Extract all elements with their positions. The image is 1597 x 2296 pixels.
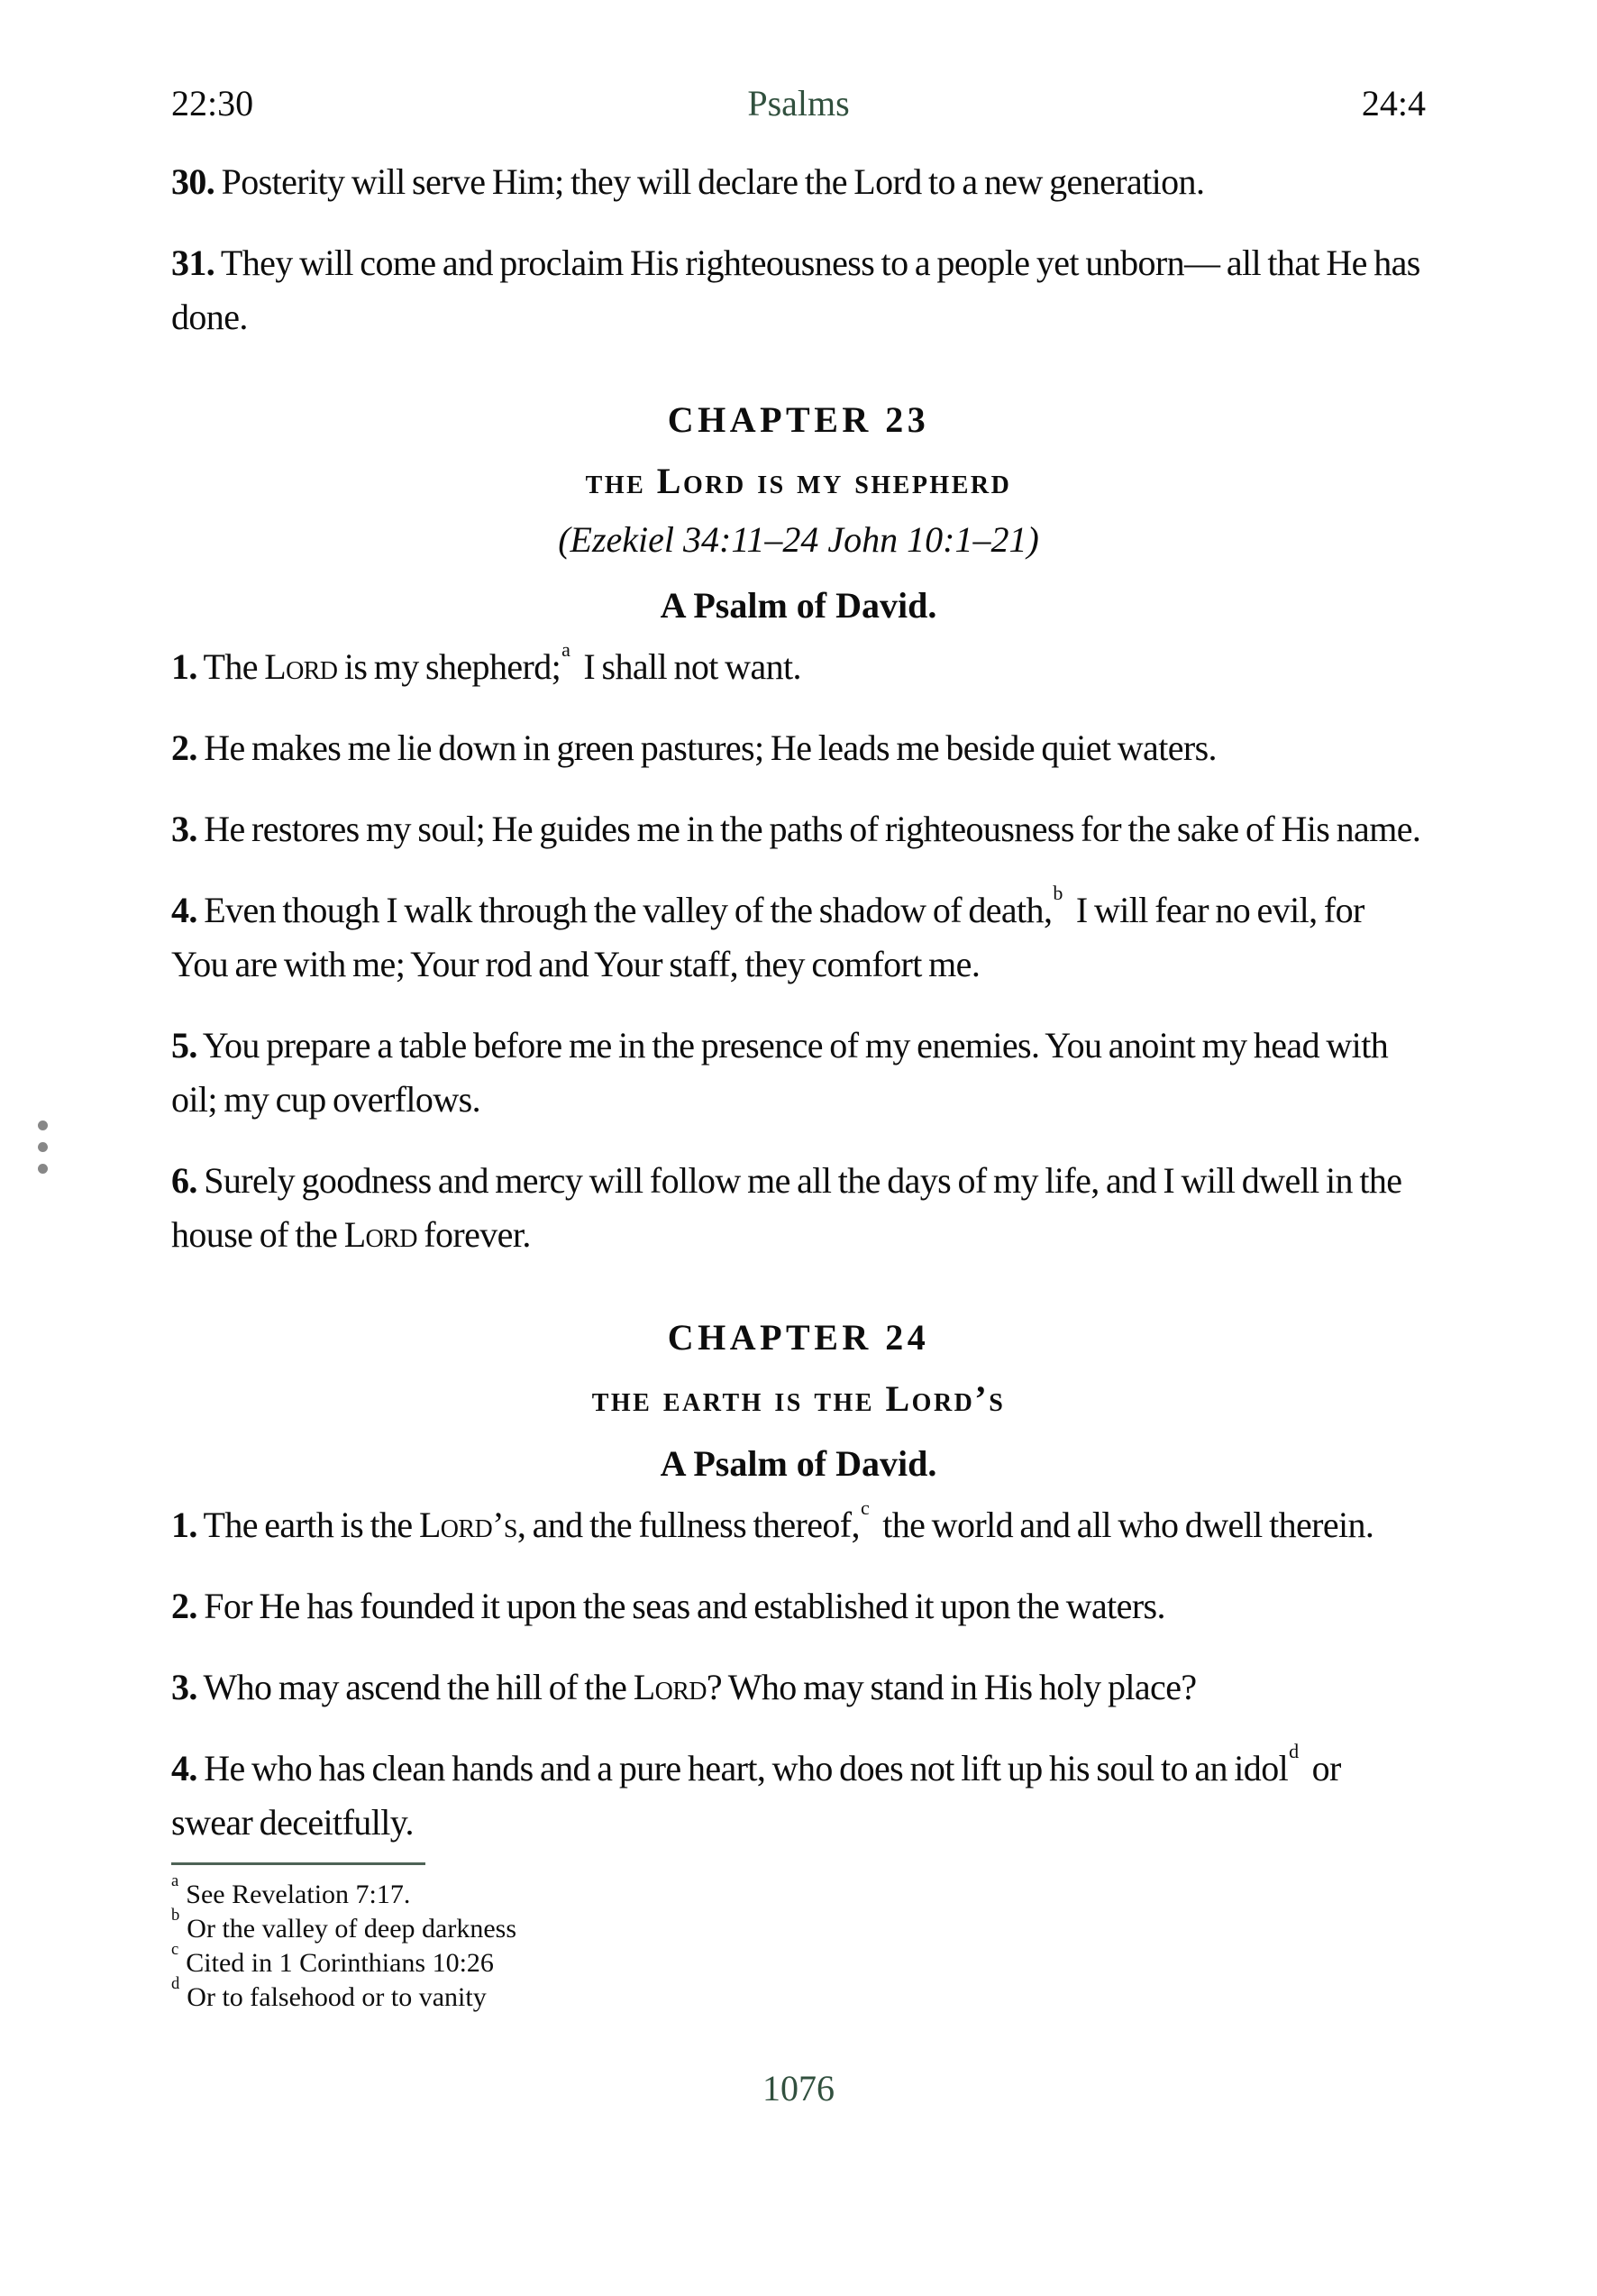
footnote-marker: b — [1053, 881, 1063, 904]
verse-number: 4. — [171, 1748, 197, 1788]
verse: 31. They will come and proclaim His righteousness to a people yet unborn— all that He has done. — [171, 242, 1420, 337]
vertical-ellipsis-icon — [38, 1164, 48, 1174]
verse: 4. He who has clean hands and a pure heart, who does not lift up his soul to an idol$^d$ or swear deceitfully. — [171, 1739, 1341, 1843]
footnote-text: Cited in 1 Corinthians 10:26 — [186, 1948, 494, 1978]
header-start-reference: 22:30 — [171, 83, 254, 123]
footnotes-list — [171, 1871, 1426, 2015]
verse: 2. He makes me lie down in green pastures; He leads me beside quiet waters. — [171, 727, 1217, 768]
psalm-attribution: A Psalm of David. — [660, 1443, 937, 1484]
footnotes-section — [171, 1862, 1426, 2015]
verse-number: 3. — [171, 809, 197, 849]
chapter-subtitle: the Lord is my shepherd — [585, 461, 1012, 501]
verse: 6. Surely goodness and mercy will follow me all the days of my life, and I will dwell in the house of the Lord forever. — [171, 1160, 1402, 1255]
verse-number: 3. — [171, 1667, 197, 1707]
verse-number: 5. — [171, 1025, 197, 1066]
verse-number: 2. — [171, 1586, 197, 1626]
verse: 5. You prepare a table before me in the presence of my enemies. You anoint my head with oil; my cup overflows. — [171, 1025, 1389, 1120]
footnote-text: See Revelation 7:17. — [186, 1880, 411, 1909]
verse: 1. The earth is the Lord’s, and the fullness thereof,$^c$ the world and all who dwell therein. — [171, 1496, 1374, 1545]
scripture-content — [171, 155, 1426, 1850]
verse-number: 6. — [171, 1160, 197, 1201]
footnote — [171, 1973, 1426, 2015]
footnote-marker: d — [171, 1973, 180, 1993]
footnote — [171, 1939, 1426, 1980]
verse-number: 1. — [171, 1505, 197, 1545]
lord-smallcaps: Lord — [343, 1214, 417, 1255]
vertical-ellipsis-icon — [38, 1142, 48, 1152]
chapter-heading: CHAPTER 23 — [667, 399, 930, 440]
footnote-divider — [171, 1862, 425, 1865]
psalm-attribution: A Psalm of David. — [660, 585, 937, 626]
chapter-heading: CHAPTER 24 — [667, 1317, 930, 1358]
verse-number: 4. — [171, 890, 197, 930]
footnote-marker: c — [860, 1496, 870, 1519]
footnote — [171, 1871, 1426, 1912]
header-end-reference: 24:4 — [1361, 83, 1426, 123]
verse-number: 2. — [171, 727, 197, 768]
verse: 1. The Lord is my shepherd;$^a$ I shall not want. — [171, 637, 801, 687]
verse: 3. Who may ascend the hill of the Lord? Who may stand in His holy place? — [171, 1667, 1197, 1707]
verse-number: 1. — [171, 646, 197, 687]
verse-number: 31. — [171, 242, 215, 283]
verse: 30. Posterity will serve Him; they will declare the Lord to a new generation. — [171, 161, 1205, 202]
footnote-marker: a — [171, 1871, 179, 1890]
footnote-marker: d — [1289, 1739, 1299, 1762]
page-header — [171, 79, 1426, 128]
footnote-marker: c — [171, 1939, 179, 1959]
verse: 3. He restores my soul; He guides me in the paths of righteousness for the sake of His name. — [171, 809, 1421, 849]
footnote-text: Or to falsehood or to vanity — [187, 1982, 487, 2012]
verse: 2. For He has founded it upon the seas and established it upon the waters. — [171, 1586, 1165, 1626]
verse: 4. Even though I walk through the valley of the shadow of death,$^b$ I will fear no evil, for You are with me; Your rod and Your staff, they comfort me. — [171, 881, 1364, 984]
verse-number: 30. — [171, 161, 215, 202]
page-number: 1076 — [762, 2068, 835, 2108]
cross-reference: (Ezekiel 34:11–24 John 10:1–21) — [558, 519, 1039, 560]
chapter-subtitle: the earth is the Lord’s — [591, 1378, 1006, 1419]
lord-smallcaps: Lord’s — [418, 1505, 517, 1545]
lord-smallcaps: Lord — [633, 1667, 707, 1707]
book-title: Psalms — [747, 83, 850, 123]
footnote-marker: a — [561, 637, 570, 661]
vertical-ellipsis-icon — [38, 1121, 48, 1130]
side-menu-handle[interactable] — [38, 1121, 48, 1174]
footnote-marker: b — [171, 1905, 180, 1925]
footnote — [171, 1905, 1426, 1946]
lord-smallcaps: Lord — [264, 646, 338, 687]
footnote-text: Or the valley of deep darkness — [187, 1914, 516, 1944]
